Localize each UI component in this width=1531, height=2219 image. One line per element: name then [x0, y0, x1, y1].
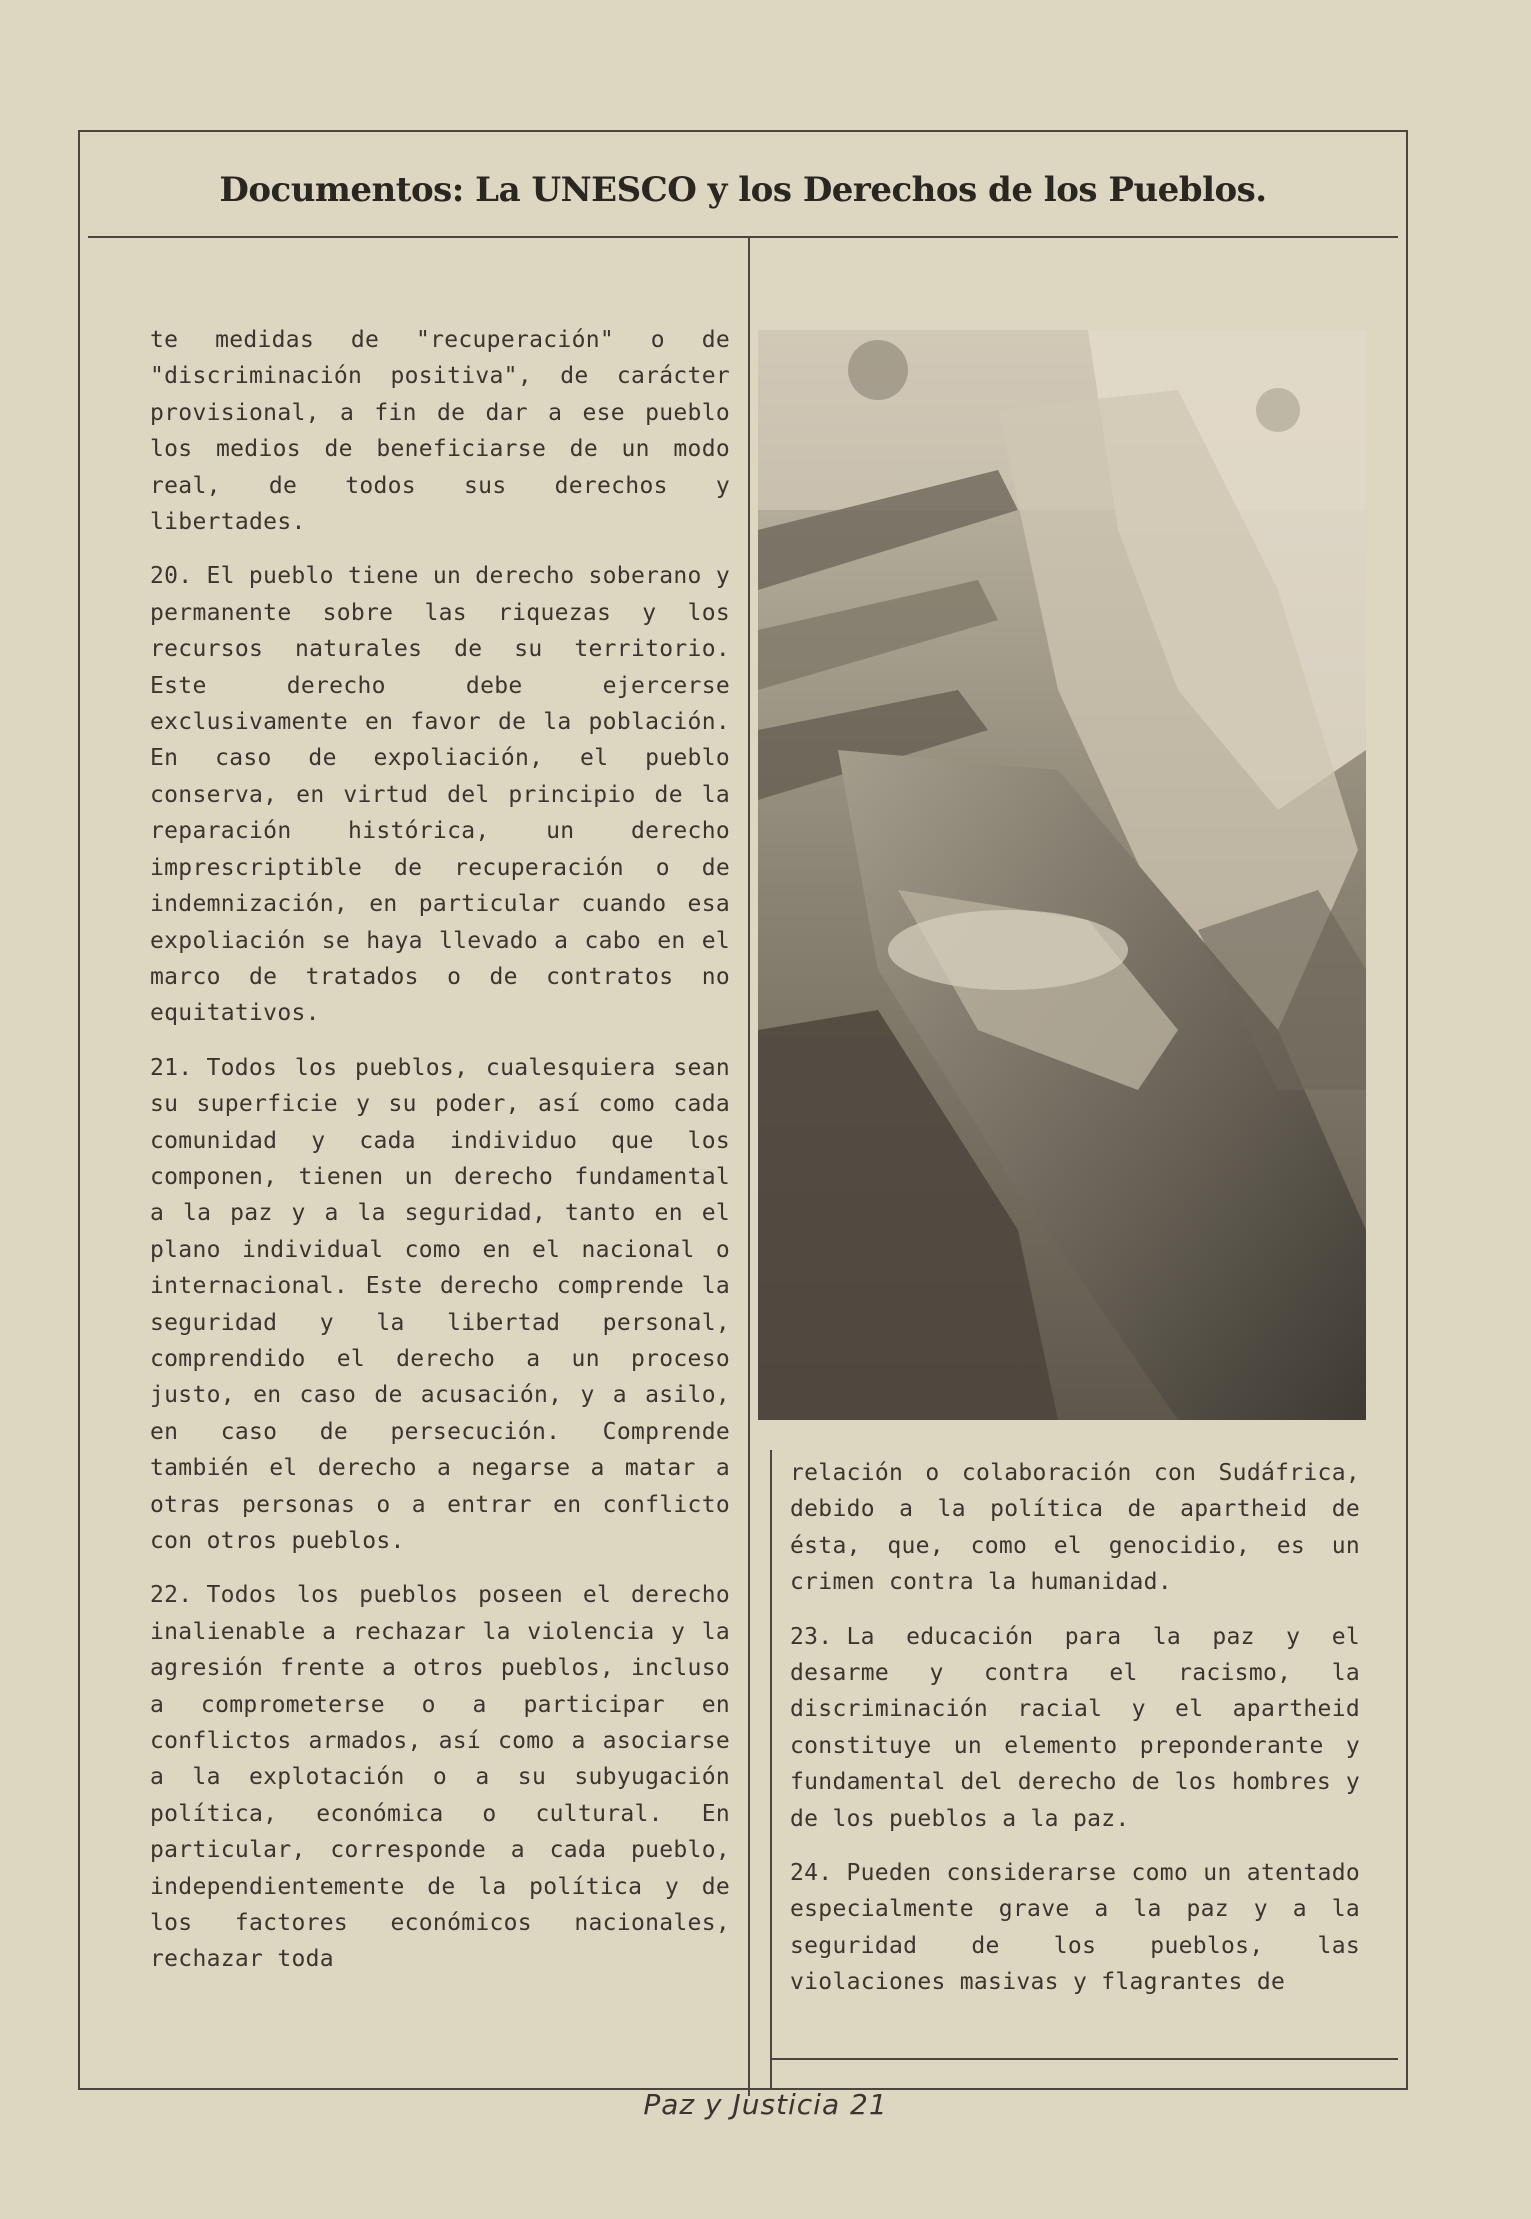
paragraph-continuation: [150, 322, 730, 540]
right-column-border: [770, 1450, 772, 2090]
article-23: [790, 1619, 1360, 1837]
documentary-photo: [758, 330, 1366, 1420]
paragraph-text: Pueden considerarse como un atentado especialmente grave a la paz y a la seguridad de los pueblos, las violaciones masivas y flagrantes de: [790, 1860, 1360, 1996]
article-21: [150, 1050, 730, 1560]
paragraph-continuation: [790, 1455, 1360, 1601]
article-24: [790, 1855, 1360, 2001]
paragraph-text: La educación para la paz y el desarme y contra el racismo, la discriminación racial y el apartheid constituye un elemento preponderante y fundamental del derecho de los hombres y de los pueblos a la paz.: [790, 1623, 1360, 1832]
paragraph-text: El pueblo tiene un derecho soberano y permanente sobre las riquezas y los recursos naturales de su territorio. Este derecho debe ejercerse exclusivamente en favor de la población. En caso de expoliación, el pueblo conserva, en virtud del principio de la reparación histórica, un derecho imprescriptible de recuperación o de indemnización, en particular cuando esa expoliación se haya llevado a cabo en el marco de tratados o de contratos no equitativos.: [150, 563, 730, 1027]
left-column: [150, 322, 730, 1996]
paragraph-text: te medidas de "recuperación" o de "discriminación positiva", de carácter provisional, a fin de dar a ese pueblo los medios de beneficiarse de un modo real, de todos sus derechos y libertades.: [150, 327, 730, 536]
left-column-border: [748, 236, 750, 2096]
page-title: Documentos: La UNESCO y los Derechos de los Pueblos.: [219, 170, 1267, 210]
article-number: 20.: [150, 563, 193, 590]
article-number: 21.: [150, 1054, 193, 1081]
article-20: [150, 558, 730, 1031]
right-column: [790, 1455, 1360, 2019]
article-22: [150, 1577, 730, 1977]
page-footer: Paz y Justicia 21: [643, 2088, 888, 2121]
paragraph-text: relación o colaboración con Sudáfrica, debido a la política de apartheid de ésta, que, como el genocidio, es un crimen contra la humanidad.: [790, 1460, 1360, 1596]
article-number: 23.: [790, 1623, 833, 1650]
right-column-bottom-rule: [770, 2058, 1398, 2060]
article-number: 24.: [790, 1860, 833, 1887]
article-number: 22.: [150, 1582, 193, 1609]
paragraph-text: Todos los pueblos, cualesquiera sean su superficie y su poder, así como cada comunidad y cada individuo que los componen, tienen un derecho fundamental a la paz y a la seguridad, tanto en el plano individual como en el nacional o internacional. Este derecho comprende la seguridad y la libertad personal, comprendido el derecho a un proceso justo, en caso de acusación, y a asilo, en caso de persecución. Comprende también el derecho a negarse a matar a otras personas o a entrar en conflicto con otros pueblos.: [150, 1054, 730, 1554]
paragraph-text: Todos los pueblos poseen el derecho inalienable a rechazar la violencia y la agresión frente a otros pueblos, incluso a comprometerse o a participar en conflictos armados, así como a asociarse a la explotación o a su subyugación política, económica o cultural. En particular, corresponde a cada pueblo, independientemente de la política y de los factores económicos nacionales, rechazar toda: [150, 1582, 730, 1973]
photo-illustration: [758, 330, 1366, 1420]
